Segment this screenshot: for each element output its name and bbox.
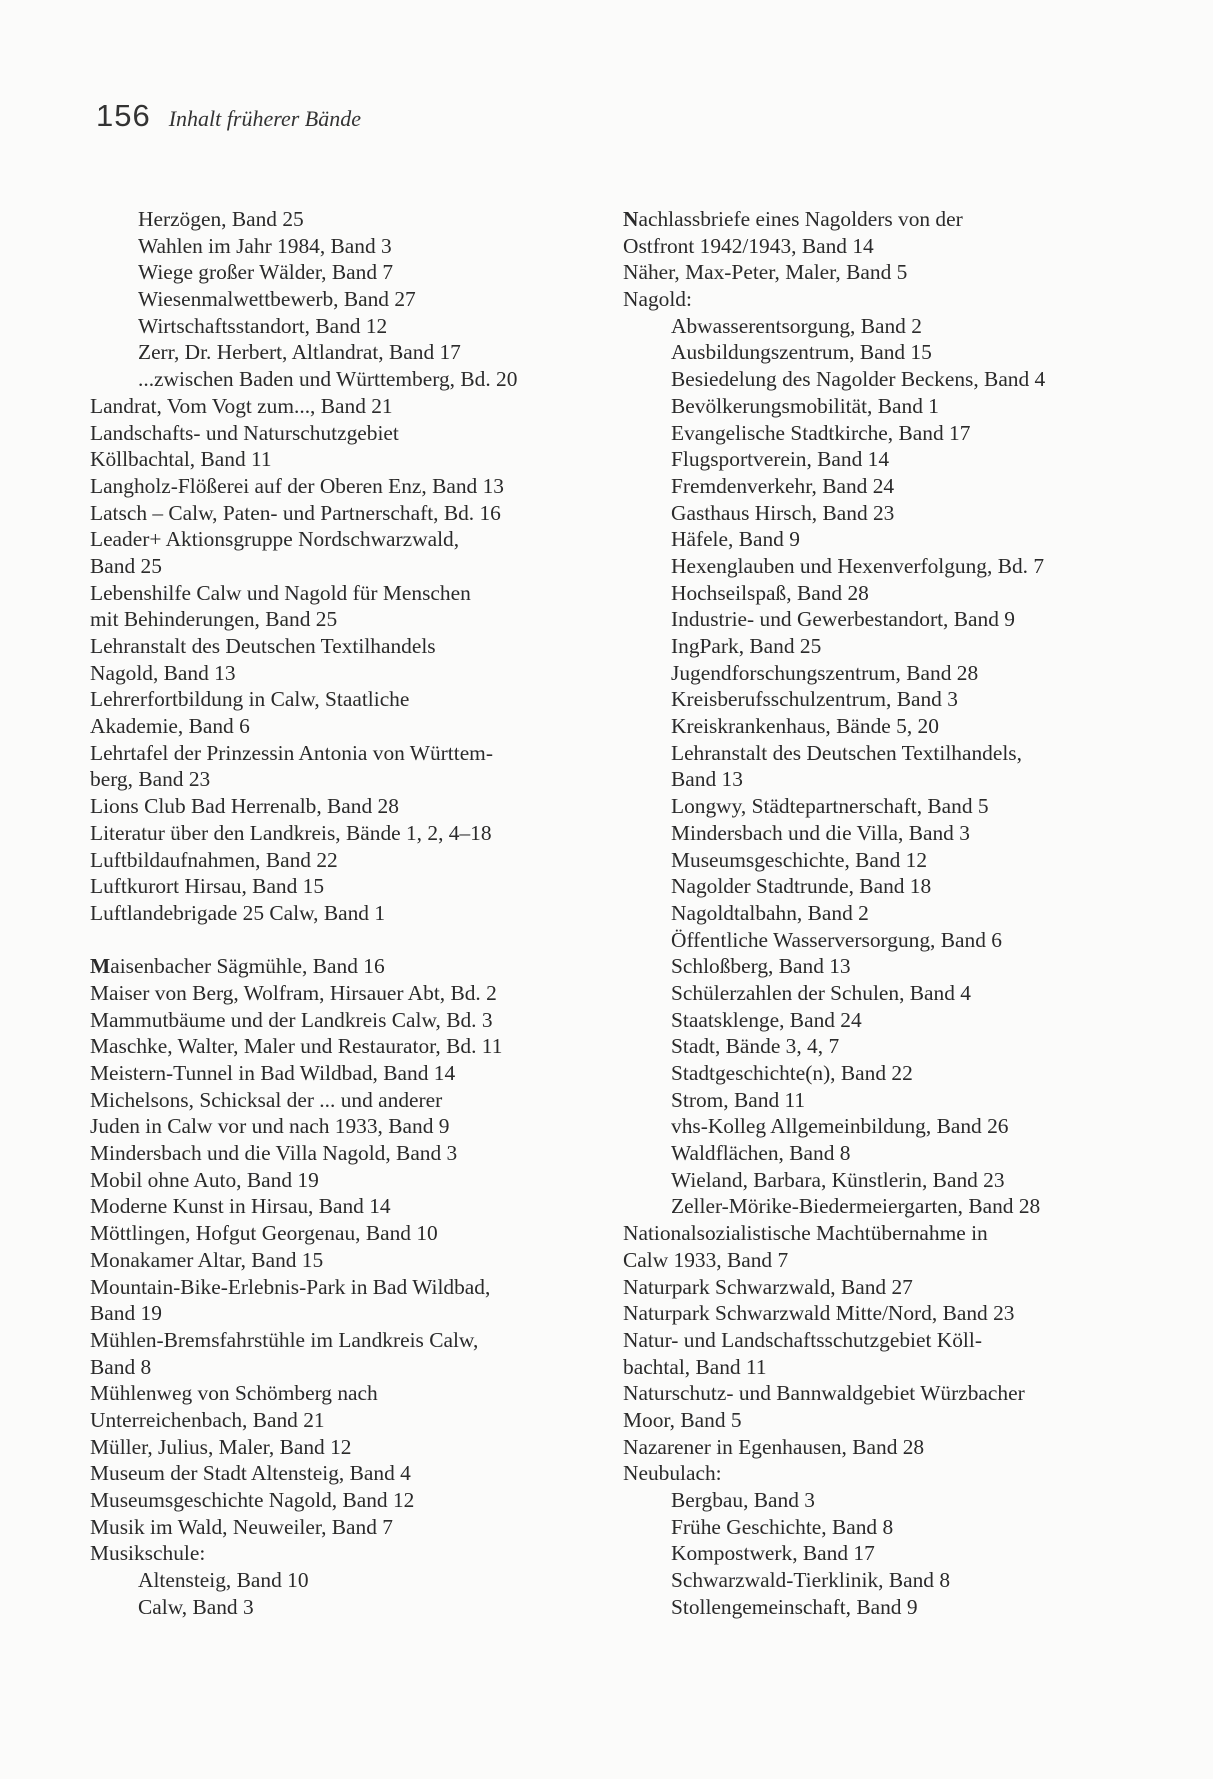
index-subentry: vhs-Kolleg Allgemeinbildung, Band 26 <box>671 1114 1009 1139</box>
index-entry: Landrat, Vom Vogt zum..., Band 21 <box>90 393 393 418</box>
index-entry: Nachlassbriefe eines Nagolders von der <box>623 207 963 231</box>
index-subentry: Ausbildungszentrum, Band 15 <box>671 340 932 365</box>
index-entry: Naturpark Schwarzwald, Band 27 <box>623 1274 913 1299</box>
index-entry: Akademie, Band 6 <box>90 714 250 739</box>
index-subentry: Evangelische Stadtkirche, Band 17 <box>671 420 971 445</box>
index-subentry: Mindersbach und die Villa, Band 3 <box>671 820 970 845</box>
index-entry: Mammutbäume und der Landkreis Calw, Bd. 3 <box>90 1007 493 1032</box>
index-subentry: Schwarzwald-Tierklinik, Band 8 <box>671 1568 951 1593</box>
index-entry: Museumsgeschichte Nagold, Band 12 <box>90 1488 415 1512</box>
index-subentry: Zerr, Dr. Herbert, Altlandrat, Band 17 <box>138 340 461 365</box>
index-entry: Band 8 <box>90 1354 152 1379</box>
index-subentry: Altensteig, Band 10 <box>138 1568 309 1593</box>
index-entry: Möttlingen, Hofgut Georgenau, Band 10 <box>90 1221 438 1246</box>
index-column-right <box>623 206 1123 1620</box>
index-column-left <box>90 206 605 1620</box>
index-entry: Natur- und Landschaftsschutzgebiet Köll- <box>623 1327 982 1352</box>
index-entry: Maschke, Walter, Maler und Restaurator, Bd. 11 <box>90 1034 503 1059</box>
index-subentry: Kompostwerk, Band 17 <box>671 1541 875 1566</box>
index-entry: Maiser von Berg, Wolfram, Hirsauer Abt, Bd. 2 <box>90 980 497 1005</box>
index-entry: Naturpark Schwarzwald Mitte/Nord, Band 23 <box>623 1301 1015 1326</box>
index-subentry: Lehranstalt des Deutschen Textilhandels, <box>671 740 1022 765</box>
index-entry: Landschafts- und Naturschutzgebiet <box>90 420 399 445</box>
index-entry: Mountain-Bike-Erlebnis-Park in Bad Wildbad, <box>90 1274 491 1299</box>
index-entry: Ostfront 1942/1943, Band 14 <box>623 233 874 258</box>
index-subentry: Calw, Band 3 <box>138 1594 254 1619</box>
index-subentry: Wiesenmalwettbewerb, Band 27 <box>138 287 416 312</box>
index-subentry: Museumsgeschichte, Band 12 <box>671 847 928 872</box>
index-entry: Lehranstalt des Deutschen Textilhandels <box>90 634 436 658</box>
index-subentry: Hochseilspaß, Band 28 <box>671 580 869 605</box>
index-entry: bachtal, Band 11 <box>623 1354 767 1379</box>
index-entry: Nazarener in Egenhausen, Band 28 <box>623 1434 925 1459</box>
index-entry: Juden in Calw vor und nach 1933, Band 9 <box>90 1114 450 1139</box>
index-entry: Mühlen-Bremsfahrstühle im Landkreis Calw, <box>90 1327 479 1352</box>
section-initial: N <box>623 207 639 231</box>
index-entry: Langholz-Flößerei auf der Oberen Enz, Band 13 <box>90 473 504 498</box>
index-entry: Museum der Stadt Altensteig, Band 4 <box>90 1461 411 1486</box>
index-subentry: Stadtgeschichte(n), Band 22 <box>671 1061 913 1085</box>
index-subentry: Wieland, Barbara, Künstlerin, Band 23 <box>671 1167 1005 1192</box>
index-subentry: Kreisberufsschulzentrum, Band 3 <box>671 687 958 712</box>
index-subentry: Kreiskrankenhaus, Bände 5, 20 <box>671 714 939 739</box>
index-entry: Näher, Max-Peter, Maler, Band 5 <box>623 260 908 285</box>
index-entry: Band 19 <box>90 1301 162 1326</box>
index-entry: Luftkurort Hirsau, Band 15 <box>90 874 325 899</box>
running-title: Inhalt früherer Bände <box>168 106 361 131</box>
index-subentry: Nagolder Stadtrunde, Band 18 <box>671 874 932 899</box>
index-subentry: Zeller-Mörike-Biedermeiergarten, Band 28 <box>671 1194 1041 1219</box>
index-subentry: Bergbau, Band 3 <box>671 1488 815 1512</box>
index-entry: Unterreichenbach, Band 21 <box>90 1407 325 1432</box>
index-subentry: Band 13 <box>671 767 743 792</box>
index-entry: Moor, Band 5 <box>623 1407 742 1432</box>
index-subentry: Longwy, Städtepartnerschaft, Band 5 <box>671 794 989 819</box>
index-entry: Mindersbach und die Villa Nagold, Band 3 <box>90 1141 458 1166</box>
index-subentry: Besiedelung des Nagolder Beckens, Band 4 <box>671 367 1046 392</box>
section-initial: M <box>90 954 111 979</box>
index-entry: Nagold, Band 13 <box>90 660 236 685</box>
index-entry: mit Behinderungen, Band 25 <box>90 607 338 632</box>
index-subentry: Herzögen, Band 25 <box>138 207 304 231</box>
index-subentry: Schülerzahlen der Schulen, Band 4 <box>671 980 971 1005</box>
index-entry: Luftbildaufnahmen, Band 22 <box>90 847 338 872</box>
index-subentry: Nagoldtalbahn, Band 2 <box>671 900 869 925</box>
section-gap <box>90 927 605 954</box>
index-subentry: Fremdenverkehr, Band 24 <box>671 473 895 498</box>
index-subentry: Häfele, Band 9 <box>671 527 800 552</box>
index-entry: Musik im Wald, Neuweiler, Band 7 <box>90 1514 393 1539</box>
index-entry: Mobil ohne Auto, Band 19 <box>90 1167 319 1192</box>
index-subentry: Stollengemeinschaft, Band 9 <box>671 1594 918 1619</box>
index-entry: Maisenbacher Sägmühle, Band 16 <box>90 954 385 979</box>
index-subentry: ...zwischen Baden und Württemberg, Bd. 20 <box>138 367 518 392</box>
index-subentry: Gasthaus Hirsch, Band 23 <box>671 500 895 525</box>
index-subentry: Strom, Band 11 <box>671 1087 806 1112</box>
index-entry: Lions Club Bad Herrenalb, Band 28 <box>90 794 399 819</box>
index-subentry: IngPark, Band 25 <box>671 634 822 658</box>
index-subentry: Wirtschaftsstandort, Band 12 <box>138 313 388 338</box>
index-entry: Köllbachtal, Band 11 <box>90 447 272 472</box>
index-entry: Band 25 <box>90 553 162 578</box>
index-subentry: Bevölkerungsmobilität, Band 1 <box>671 393 939 418</box>
index-entry: Michelsons, Schicksal der ... und anderer <box>90 1087 443 1112</box>
index-entry: Calw 1933, Band 7 <box>623 1247 789 1272</box>
index-entry: Nationalsozialistische Machtübernahme in <box>623 1221 988 1246</box>
index-entry: Mühlenweg von Schömberg nach <box>90 1381 378 1406</box>
index-entry: Musikschule: <box>90 1541 206 1566</box>
index-entry: Meistern-Tunnel in Bad Wildbad, Band 14 <box>90 1061 456 1085</box>
index-subentry: Abwasserentsorgung, Band 2 <box>671 313 922 338</box>
index-entry: Naturschutz- und Bannwaldgebiet Würzbacher <box>623 1381 1025 1406</box>
index-subentry: Öffentliche Wasserversorgung, Band 6 <box>671 927 1002 952</box>
index-entry: Neubulach: <box>623 1461 722 1486</box>
index-subentry: Wiege großer Wälder, Band 7 <box>138 260 394 285</box>
page-header <box>96 98 361 134</box>
index-subentry: Stadt, Bände 3, 4, 7 <box>671 1034 840 1059</box>
index-subentry: Waldflächen, Band 8 <box>671 1141 851 1166</box>
index-subentry: Frühe Geschichte, Band 8 <box>671 1514 894 1539</box>
index-subentry: Schloßberg, Band 13 <box>671 954 851 979</box>
index-entry: berg, Band 23 <box>90 767 211 792</box>
index-entry: Moderne Kunst in Hirsau, Band 14 <box>90 1194 391 1219</box>
index-entry: Nagold: <box>623 287 692 312</box>
index-entry: Lehrtafel der Prinzessin Antonia von Württem- <box>90 740 493 765</box>
index-entry: Lebenshilfe Calw und Nagold für Menschen <box>90 580 471 605</box>
index-subentry: Hexenglauben und Hexenverfolgung, Bd. 7 <box>671 553 1045 578</box>
index-subentry: Wahlen im Jahr 1984, Band 3 <box>138 233 392 258</box>
index-entry: Leader+ Aktionsgruppe Nordschwarzwald, <box>90 527 460 552</box>
index-subentry: Industrie- und Gewerbestandort, Band 9 <box>671 607 1015 632</box>
index-subentry: Jugendforschungszentrum, Band 28 <box>671 660 979 685</box>
index-subentry: Flugsportverein, Band 14 <box>671 447 890 472</box>
index-entry: Latsch – Calw, Paten- und Partnerschaft, Bd. 16 <box>90 500 501 525</box>
index-subentry: Staatsklenge, Band 24 <box>671 1007 862 1032</box>
index-entry: Monakamer Altar, Band 15 <box>90 1247 324 1272</box>
index-entry: Müller, Julius, Maler, Band 12 <box>90 1434 352 1459</box>
index-entry: Luftlandebrigade 25 Calw, Band 1 <box>90 900 386 925</box>
index-entry: Literatur über den Landkreis, Bände 1, 2, 4–18 <box>90 820 492 845</box>
page-number: 156 <box>96 98 151 133</box>
index-entry: Lehrerfortbildung in Calw, Staatliche <box>90 687 410 712</box>
